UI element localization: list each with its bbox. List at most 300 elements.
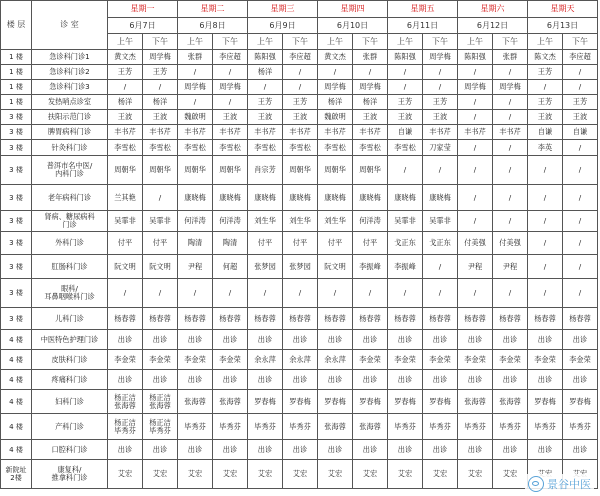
doctor-cell: 李金荣 bbox=[423, 350, 458, 370]
doctor-cell: 李金荣 bbox=[143, 350, 178, 370]
doctor-cell: / bbox=[458, 156, 493, 185]
doctor-cell: 出诊 bbox=[353, 370, 388, 390]
doctor-cell: 吴霏非 bbox=[423, 211, 458, 232]
dept-cell: 脾胃病科门诊 bbox=[32, 125, 108, 140]
dept-cell: 普洱市名中医/ 内科门诊 bbox=[32, 156, 108, 185]
doctor-cell: 王波 bbox=[563, 110, 598, 125]
doctor-cell: / bbox=[353, 279, 388, 308]
doctor-cell: 康晓梅 bbox=[283, 185, 318, 211]
doctor-cell: 周朝华 bbox=[178, 156, 213, 185]
doctor-cell: 出诊 bbox=[423, 370, 458, 390]
doctor-cell: 张群 bbox=[353, 50, 388, 65]
doctor-cell: 自谦 bbox=[563, 125, 598, 140]
doctor-cell: / bbox=[458, 95, 493, 110]
doctor-cell: 康晓梅 bbox=[213, 185, 248, 211]
doctor-cell: 丰书芹 bbox=[318, 125, 353, 140]
doctor-cell: 张群 bbox=[178, 50, 213, 65]
doctor-cell: / bbox=[493, 156, 528, 185]
doctor-cell: / bbox=[493, 65, 528, 80]
doctor-cell: / bbox=[528, 156, 563, 185]
doctor-cell: 出诊 bbox=[213, 370, 248, 390]
doctor-cell: 李雪松 bbox=[248, 140, 283, 156]
doctor-cell: / bbox=[458, 185, 493, 211]
doctor-cell: 尹程 bbox=[178, 255, 213, 279]
doctor-cell: 李雪松 bbox=[178, 140, 213, 156]
doctor-cell: 吴霏非 bbox=[388, 211, 423, 232]
doctor-cell: / bbox=[563, 232, 598, 255]
doctor-cell: 黄文杰 bbox=[318, 50, 353, 65]
doctor-cell: / bbox=[283, 65, 318, 80]
dept-cell: 急诊科门诊2 bbox=[32, 65, 108, 80]
doctor-cell: 出诊 bbox=[178, 370, 213, 390]
dept-cell: 外科门诊 bbox=[32, 232, 108, 255]
am-header: 上午 bbox=[458, 34, 493, 50]
doctor-cell: 杨春蓉 bbox=[458, 308, 493, 330]
doctor-cell: 出诊 bbox=[318, 370, 353, 390]
doctor-cell: 出诊 bbox=[108, 440, 143, 460]
doctor-cell: 出诊 bbox=[388, 440, 423, 460]
doctor-cell: 兰其艳 bbox=[108, 185, 143, 211]
floor-cell: 4 楼 bbox=[0, 440, 32, 460]
doctor-cell: 丰书芹 bbox=[213, 125, 248, 140]
doctor-cell: 李雪松 bbox=[143, 140, 178, 156]
floor-cell: 3 楼 bbox=[0, 156, 32, 185]
doctor-cell: 李应超 bbox=[213, 50, 248, 65]
doctor-cell: / bbox=[318, 279, 353, 308]
floor-cell: 4 楼 bbox=[0, 390, 32, 414]
doctor-cell: 周学梅 bbox=[493, 80, 528, 95]
weekday-header: 星期三 bbox=[248, 0, 318, 18]
doctor-cell: 出诊 bbox=[108, 370, 143, 390]
doctor-cell: 杨春蓉 bbox=[213, 308, 248, 330]
doctor-cell: 付平 bbox=[143, 232, 178, 255]
weekday-header: 星期天 bbox=[528, 0, 598, 18]
am-header: 上午 bbox=[248, 34, 283, 50]
floor-cell: 3 楼 bbox=[0, 308, 32, 330]
doctor-cell: 艾宏 bbox=[283, 460, 318, 489]
doctor-cell: 杨春蓉 bbox=[423, 308, 458, 330]
doctor-cell: 杨洋 bbox=[353, 95, 388, 110]
doctor-cell: 李金荣 bbox=[528, 350, 563, 370]
doctor-cell: / bbox=[528, 211, 563, 232]
doctor-cell: 陈阳强 bbox=[248, 50, 283, 65]
doctor-cell: 杨春蓉 bbox=[178, 308, 213, 330]
doctor-cell: 尹程 bbox=[493, 255, 528, 279]
pm-header: 下午 bbox=[143, 34, 178, 50]
dept-cell: 皮肤科门诊 bbox=[32, 350, 108, 370]
doctor-cell: / bbox=[388, 65, 423, 80]
doctor-cell: / bbox=[493, 211, 528, 232]
pm-header: 下午 bbox=[213, 34, 248, 50]
doctor-cell: / bbox=[388, 156, 423, 185]
doctor-cell: 毕秀芬 bbox=[423, 414, 458, 440]
doctor-cell: 李英 bbox=[528, 140, 563, 156]
doctor-cell: 杨春蓉 bbox=[318, 308, 353, 330]
doctor-cell: 杨春蓉 bbox=[353, 308, 388, 330]
doctor-cell: / bbox=[248, 80, 283, 95]
doctor-cell: 出诊 bbox=[318, 440, 353, 460]
am-header: 上午 bbox=[388, 34, 423, 50]
doctor-cell: 出诊 bbox=[388, 330, 423, 350]
doctor-cell: 王波 bbox=[388, 110, 423, 125]
doctor-cell: 阮文明 bbox=[143, 255, 178, 279]
dept-cell: 发热哨点诊室 bbox=[32, 95, 108, 110]
dept-cell: 口腔科门诊 bbox=[32, 440, 108, 460]
doctor-cell: / bbox=[143, 279, 178, 308]
doctor-cell: 刘生华 bbox=[318, 211, 353, 232]
doctor-cell: 张梦园 bbox=[283, 255, 318, 279]
doctor-cell: 王波 bbox=[283, 110, 318, 125]
doctor-cell: / bbox=[423, 80, 458, 95]
doctor-cell: 王波 bbox=[143, 110, 178, 125]
date-header: 6月10日 bbox=[318, 18, 388, 34]
doctor-cell: 戈正东 bbox=[423, 232, 458, 255]
doctor-cell: 出诊 bbox=[178, 440, 213, 460]
doctor-cell: 吴霏非 bbox=[108, 211, 143, 232]
floor-cell: 1 楼 bbox=[0, 95, 32, 110]
doctor-cell: 周朝华 bbox=[213, 156, 248, 185]
doctor-cell: 杨正洁 毕秀芬 bbox=[143, 414, 178, 440]
dept-cell: 急诊科门诊3 bbox=[32, 80, 108, 95]
doctor-cell: / bbox=[178, 279, 213, 308]
doctor-cell: / bbox=[563, 185, 598, 211]
doctor-cell: / bbox=[563, 279, 598, 308]
doctor-cell: / bbox=[563, 156, 598, 185]
doctor-cell: 毕秀芬 bbox=[248, 414, 283, 440]
doctor-cell: 黄文杰 bbox=[108, 50, 143, 65]
doctor-cell: / bbox=[423, 255, 458, 279]
doctor-cell: / bbox=[563, 211, 598, 232]
doctor-cell: 付美强 bbox=[493, 232, 528, 255]
doctor-cell: 周学梅 bbox=[458, 80, 493, 95]
floor-cell: 3 楼 bbox=[0, 140, 32, 156]
doctor-cell: 王波 bbox=[213, 110, 248, 125]
doctor-cell: / bbox=[108, 279, 143, 308]
doctor-cell: 王芳 bbox=[283, 95, 318, 110]
doctor-cell: 王芳 bbox=[423, 95, 458, 110]
doctor-cell: 出诊 bbox=[213, 440, 248, 460]
doctor-cell: 付平 bbox=[248, 232, 283, 255]
doctor-cell: 罗春梅 bbox=[423, 390, 458, 414]
doctor-cell: 吴霏非 bbox=[143, 211, 178, 232]
doctor-cell: 李雪松 bbox=[388, 140, 423, 156]
doctor-cell: 余永萍 bbox=[248, 350, 283, 370]
doctor-cell: 尹程 bbox=[458, 255, 493, 279]
doctor-cell: 毕秀芬 bbox=[493, 414, 528, 440]
dept-cell: 眼科/ 耳鼻咽喉科门诊 bbox=[32, 279, 108, 308]
wechat-icon bbox=[528, 476, 544, 492]
doctor-cell: 出诊 bbox=[563, 440, 598, 460]
doctor-cell: / bbox=[388, 279, 423, 308]
dept-cell: 老年病科门诊 bbox=[32, 185, 108, 211]
pm-header: 下午 bbox=[493, 34, 528, 50]
doctor-cell: 罗春梅 bbox=[283, 390, 318, 414]
am-header: 上午 bbox=[528, 34, 563, 50]
doctor-cell: 杨正洁 毕秀芬 bbox=[108, 414, 143, 440]
pm-header: 下午 bbox=[283, 34, 318, 50]
doctor-cell: / bbox=[528, 255, 563, 279]
doctor-cell: 李振峰 bbox=[388, 255, 423, 279]
doctor-cell: / bbox=[318, 65, 353, 80]
doctor-cell: 李雪松 bbox=[108, 140, 143, 156]
doctor-cell: 杨春蓉 bbox=[143, 308, 178, 330]
doctor-cell: / bbox=[493, 95, 528, 110]
doctor-cell: 出诊 bbox=[493, 330, 528, 350]
doctor-cell: 丰书芹 bbox=[178, 125, 213, 140]
floor-cell: 4 楼 bbox=[0, 330, 32, 350]
doctor-cell: 周朝华 bbox=[283, 156, 318, 185]
doctor-cell: 罗春梅 bbox=[563, 390, 598, 414]
dept-cell: 肾病、糖尿病科 门诊 bbox=[32, 211, 108, 232]
doctor-cell: 周朝华 bbox=[108, 156, 143, 185]
pm-header: 下午 bbox=[563, 34, 598, 50]
doctor-cell: 李金荣 bbox=[458, 350, 493, 370]
doctor-cell: 李应超 bbox=[283, 50, 318, 65]
doctor-cell: 毕秀芬 bbox=[528, 414, 563, 440]
doctor-cell: 刘生华 bbox=[283, 211, 318, 232]
dept-cell: 妇科门诊 bbox=[32, 390, 108, 414]
doctor-cell: 张海蓉 bbox=[213, 390, 248, 414]
doctor-cell: 艾宏 bbox=[458, 460, 493, 489]
pm-header: 下午 bbox=[423, 34, 458, 50]
doctor-cell: / bbox=[143, 80, 178, 95]
doctor-cell: 王芳 bbox=[108, 65, 143, 80]
doctor-cell: / bbox=[423, 156, 458, 185]
doctor-cell: 王波 bbox=[423, 110, 458, 125]
doctor-cell: 康晓梅 bbox=[318, 185, 353, 211]
weekday-header: 星期六 bbox=[458, 0, 528, 18]
doctor-cell: 出诊 bbox=[528, 330, 563, 350]
doctor-cell: 毕秀芬 bbox=[458, 414, 493, 440]
doctor-cell: 毕秀芬 bbox=[283, 414, 318, 440]
doctor-cell: 张梦园 bbox=[248, 255, 283, 279]
dept-cell: 扶阳示范门诊 bbox=[32, 110, 108, 125]
doctor-cell: 阮文明 bbox=[108, 255, 143, 279]
doctor-cell: 罗春梅 bbox=[528, 390, 563, 414]
doctor-cell: 周朝华 bbox=[353, 156, 388, 185]
doctor-cell: 付平 bbox=[283, 232, 318, 255]
doctor-cell: 李金荣 bbox=[353, 350, 388, 370]
doctor-cell: 出诊 bbox=[283, 370, 318, 390]
floor-cell: 4 楼 bbox=[0, 350, 32, 370]
doctor-cell: / bbox=[528, 185, 563, 211]
doctor-cell: / bbox=[563, 140, 598, 156]
doctor-cell: 丰书芹 bbox=[283, 125, 318, 140]
doctor-cell: 李金荣 bbox=[213, 350, 248, 370]
doctor-cell: 周朝华 bbox=[143, 156, 178, 185]
dept-cell: 产科门诊 bbox=[32, 414, 108, 440]
floor-cell: 新院址 2楼 bbox=[0, 460, 32, 489]
date-header: 6月11日 bbox=[388, 18, 458, 34]
doctor-cell: 丰书芹 bbox=[108, 125, 143, 140]
doctor-cell: / bbox=[178, 95, 213, 110]
doctor-cell: 出诊 bbox=[388, 370, 423, 390]
doctor-cell: 罗春梅 bbox=[353, 390, 388, 414]
doctor-cell: 康晓梅 bbox=[353, 185, 388, 211]
doctor-cell: 戈正东 bbox=[388, 232, 423, 255]
doctor-cell: 阮文明 bbox=[318, 255, 353, 279]
doctor-cell: / bbox=[143, 185, 178, 211]
doctor-cell: 张海蓉 bbox=[178, 390, 213, 414]
doctor-cell: / bbox=[493, 110, 528, 125]
doctor-cell: 艾宏 bbox=[353, 460, 388, 489]
doctor-cell: 周学梅 bbox=[353, 80, 388, 95]
floor-cell: 1 楼 bbox=[0, 50, 32, 65]
doctor-cell: 毕秀芬 bbox=[213, 414, 248, 440]
doctor-cell: 杨洋 bbox=[318, 95, 353, 110]
floor-cell: 3 楼 bbox=[0, 125, 32, 140]
doctor-cell: / bbox=[213, 65, 248, 80]
doctor-cell: 自谦 bbox=[528, 125, 563, 140]
doctor-cell: / bbox=[458, 211, 493, 232]
doctor-cell: 杨正洁 张海蓉 bbox=[143, 390, 178, 414]
floor-cell: 3 楼 bbox=[0, 255, 32, 279]
doctor-cell: / bbox=[528, 232, 563, 255]
date-header: 6月9日 bbox=[248, 18, 318, 34]
doctor-cell: 出诊 bbox=[528, 440, 563, 460]
doctor-cell: 出诊 bbox=[283, 440, 318, 460]
doctor-cell: 毕秀芬 bbox=[178, 414, 213, 440]
dept-cell: 急诊科门诊1 bbox=[32, 50, 108, 65]
doctor-cell: 丰书芹 bbox=[493, 125, 528, 140]
doctor-cell: 李金荣 bbox=[388, 350, 423, 370]
doctor-cell: 肖宗芳 bbox=[248, 156, 283, 185]
doctor-cell: / bbox=[493, 140, 528, 156]
doctor-cell: 出诊 bbox=[143, 330, 178, 350]
doctor-cell: 出诊 bbox=[143, 370, 178, 390]
doctor-cell: 陈阳强 bbox=[388, 50, 423, 65]
doctor-cell: / bbox=[353, 65, 388, 80]
doctor-cell: / bbox=[108, 80, 143, 95]
doctor-cell: 李雪松 bbox=[318, 140, 353, 156]
doctor-cell: 出诊 bbox=[318, 330, 353, 350]
doctor-cell: 杨春蓉 bbox=[388, 308, 423, 330]
floor-cell: 4 楼 bbox=[0, 370, 32, 390]
doctor-cell: / bbox=[423, 65, 458, 80]
floor-cell: 3 楼 bbox=[0, 185, 32, 211]
doctor-cell: 张海蓉 bbox=[353, 414, 388, 440]
doctor-cell: 周学梅 bbox=[213, 80, 248, 95]
doctor-cell: / bbox=[458, 65, 493, 80]
doctor-cell: 陈文杰 bbox=[528, 50, 563, 65]
doctor-cell: / bbox=[213, 279, 248, 308]
doctor-cell: 李金荣 bbox=[178, 350, 213, 370]
doctor-cell: 出诊 bbox=[248, 330, 283, 350]
doctor-cell: 出诊 bbox=[178, 330, 213, 350]
doctor-cell: 李金荣 bbox=[493, 350, 528, 370]
doctor-cell: / bbox=[388, 80, 423, 95]
doctor-cell: 出诊 bbox=[248, 370, 283, 390]
am-header: 上午 bbox=[318, 34, 353, 50]
doctor-cell: 出诊 bbox=[528, 370, 563, 390]
doctor-cell: 王芳 bbox=[528, 95, 563, 110]
doctor-cell: 艾宏 bbox=[213, 460, 248, 489]
floor-cell: 1 楼 bbox=[0, 80, 32, 95]
doctor-cell: 张海蓉 bbox=[458, 390, 493, 414]
doctor-cell: 出诊 bbox=[423, 440, 458, 460]
doctor-cell: 杨洋 bbox=[248, 65, 283, 80]
doctor-cell: 艾宏 bbox=[423, 460, 458, 489]
doctor-cell: 康晓梅 bbox=[423, 185, 458, 211]
doctor-cell: 周朝华 bbox=[318, 156, 353, 185]
doctor-cell: 周学梅 bbox=[178, 80, 213, 95]
doctor-cell: 王芳 bbox=[388, 95, 423, 110]
date-header: 6月12日 bbox=[458, 18, 528, 34]
doctor-cell: / bbox=[493, 185, 528, 211]
pm-header: 下午 bbox=[353, 34, 388, 50]
doctor-cell: 王芳 bbox=[563, 95, 598, 110]
doctor-cell: / bbox=[563, 255, 598, 279]
doctor-cell: 丰书芹 bbox=[353, 125, 388, 140]
doctor-cell: 余永萍 bbox=[318, 350, 353, 370]
doctor-cell: / bbox=[493, 279, 528, 308]
dept-cell: 儿科门诊 bbox=[32, 308, 108, 330]
doctor-cell: 出诊 bbox=[213, 330, 248, 350]
dept-cell: 疼痛科门诊 bbox=[32, 370, 108, 390]
dept-cell: 康复科/ 推拿科门诊 bbox=[32, 460, 108, 489]
doctor-cell: 出诊 bbox=[353, 440, 388, 460]
doctor-cell: 艾宏 bbox=[178, 460, 213, 489]
doctor-cell: 出诊 bbox=[458, 370, 493, 390]
doctor-cell: 付美强 bbox=[458, 232, 493, 255]
doctor-cell: 丰书芹 bbox=[423, 125, 458, 140]
doctor-cell: 康晓梅 bbox=[248, 185, 283, 211]
doctor-cell: 魏啟明 bbox=[318, 110, 353, 125]
doctor-cell: 李雪松 bbox=[283, 140, 318, 156]
date-header: 6月7日 bbox=[108, 18, 178, 34]
floor-cell: 1 楼 bbox=[0, 65, 32, 80]
dept-header: 诊 室 bbox=[32, 0, 108, 50]
doctor-cell: 李应超 bbox=[563, 50, 598, 65]
doctor-cell: 自谦 bbox=[388, 125, 423, 140]
doctor-cell: 出诊 bbox=[283, 330, 318, 350]
watermark bbox=[525, 474, 594, 494]
doctor-cell: / bbox=[283, 80, 318, 95]
doctor-cell: / bbox=[213, 95, 248, 110]
doctor-cell: 陶清 bbox=[213, 232, 248, 255]
doctor-cell: / bbox=[563, 80, 598, 95]
doctor-cell: 付平 bbox=[108, 232, 143, 255]
doctor-cell: 出诊 bbox=[493, 370, 528, 390]
doctor-cell: 罗春梅 bbox=[248, 390, 283, 414]
doctor-cell: 张海蓉 bbox=[318, 414, 353, 440]
weekday-header: 星期五 bbox=[388, 0, 458, 18]
doctor-cell: 王波 bbox=[528, 110, 563, 125]
doctor-cell: 丰书芹 bbox=[458, 125, 493, 140]
weekday-header: 星期一 bbox=[108, 0, 178, 18]
doctor-cell: 出诊 bbox=[248, 440, 283, 460]
doctor-cell: 付平 bbox=[318, 232, 353, 255]
doctor-cell: 王芳 bbox=[528, 65, 563, 80]
doctor-cell: 艾宏 bbox=[143, 460, 178, 489]
doctor-cell: 出诊 bbox=[423, 330, 458, 350]
doctor-cell: 何洋涛 bbox=[213, 211, 248, 232]
doctor-cell: 王波 bbox=[108, 110, 143, 125]
doctor-cell: 李振峰 bbox=[353, 255, 388, 279]
doctor-cell: 罗春梅 bbox=[388, 390, 423, 414]
doctor-cell: 艾宏 bbox=[248, 460, 283, 489]
floor-cell: 3 楼 bbox=[0, 110, 32, 125]
doctor-cell: 李金荣 bbox=[563, 350, 598, 370]
doctor-cell: 杨春蓉 bbox=[248, 308, 283, 330]
am-header: 上午 bbox=[108, 34, 143, 50]
doctor-cell: / bbox=[528, 80, 563, 95]
doctor-cell: 何洋涛 bbox=[178, 211, 213, 232]
doctor-cell: 丰书芹 bbox=[143, 125, 178, 140]
doctor-cell: 余永萍 bbox=[283, 350, 318, 370]
doctor-cell: 刘生华 bbox=[248, 211, 283, 232]
doctor-cell: 陶清 bbox=[178, 232, 213, 255]
